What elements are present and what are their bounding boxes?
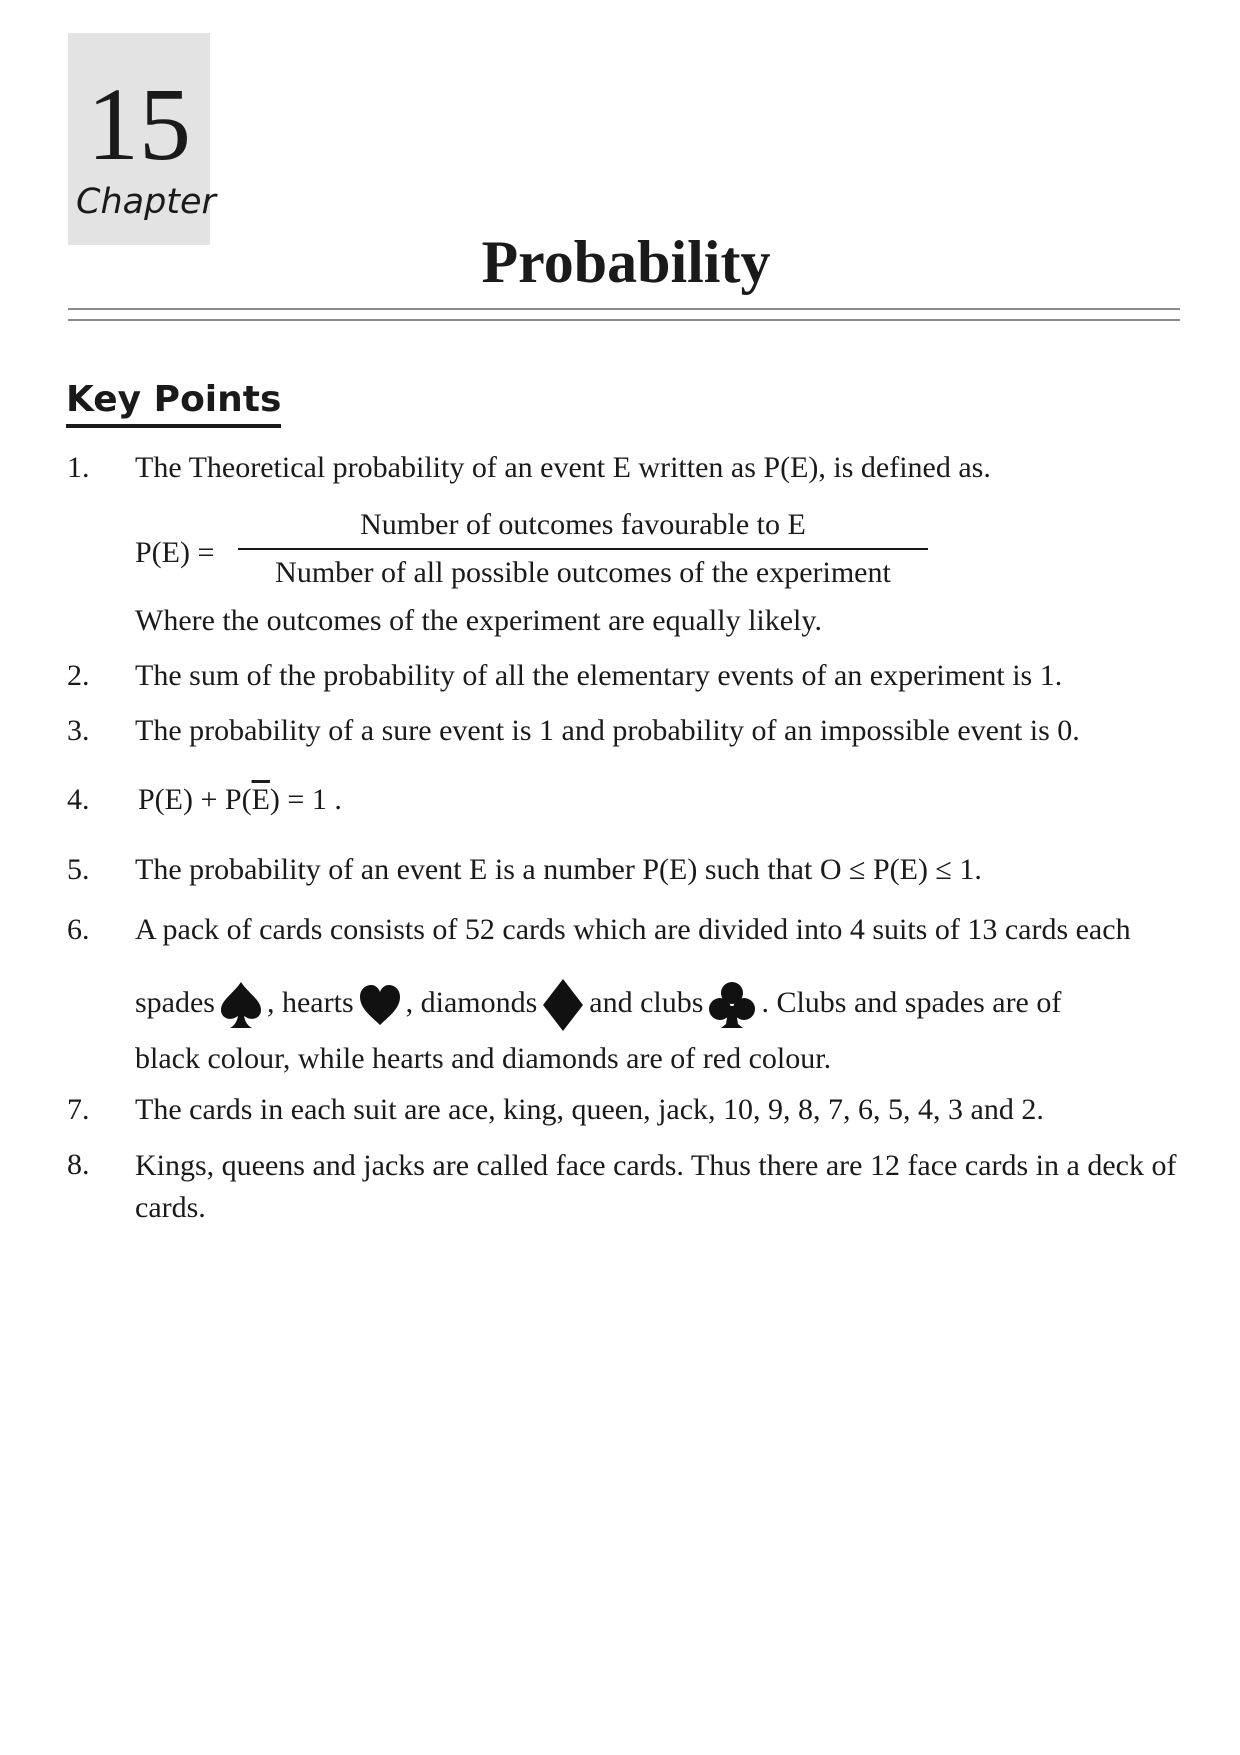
chapter-box (68, 33, 216, 245)
item-number: 6. (67, 913, 90, 946)
clubs-label: and clubs (589, 985, 704, 1019)
clubs-note: . Clubs and spades are of (761, 985, 1062, 1019)
item-text: The probability of an event E is a number P(E) such that O ≤ P(E) ≤ 1. (135, 853, 982, 886)
item-text: The probability of a sure event is 1 and probability of an impossible event is 0. (135, 714, 1080, 747)
title-rule-top (68, 308, 1180, 310)
item-note: Where the outcomes of the experiment are equally likely. (135, 604, 822, 637)
formula-fraction (238, 505, 928, 593)
formula-lhs: P(E) = (135, 536, 215, 569)
equation-part-1: P(E) + P( (138, 783, 252, 816)
item-number: 5. (67, 853, 90, 886)
item-equation (138, 780, 1178, 820)
title-rule-bottom (68, 319, 1180, 321)
chapter-label: Chapter (76, 182, 216, 222)
chapter-number: 15 (87, 67, 191, 182)
diamonds-label: , diamonds (405, 985, 538, 1019)
item-number: 4. (67, 783, 90, 816)
item-number: 3. (67, 714, 90, 747)
formula-numerator: Number of outcomes favourable to E (360, 508, 806, 541)
item-text: The cards in each suit are ace, king, queen, jack, 10, 9, 8, 7, 6, 5, 4, 3 and 2. (135, 1093, 1044, 1126)
item-text: The sum of the probability of all the elementary events of an experiment is 1. (135, 659, 1063, 692)
spades-label: spades (135, 985, 215, 1019)
complement-e: $\overline{E}$ (251, 783, 270, 816)
equation-part-2: ) = 1 . (269, 783, 342, 816)
suits-line (135, 977, 1178, 1033)
item-number: 2. (67, 659, 90, 692)
item-text: Kings, queens and jacks are called face cards. Thus there are 12 face cards in a deck of cards. (135, 1149, 1177, 1224)
fraction-line (238, 548, 928, 550)
formula-denominator: Number of all possible outcomes of the experiment (275, 556, 891, 589)
item-number: 1. (67, 451, 90, 484)
page-title: Probability (481, 229, 771, 295)
spade-icon (219, 980, 263, 1030)
item-text: black colour, while hearts and diamonds are of red colour. (135, 1042, 832, 1075)
item-number: 8. (67, 1148, 90, 1181)
club-icon (707, 980, 757, 1030)
section-heading: Key Points (66, 380, 281, 428)
hearts-label: , hearts (266, 985, 354, 1019)
item-number: 7. (67, 1093, 90, 1126)
heart-icon (358, 983, 402, 1027)
diamond-icon (541, 977, 585, 1033)
item-text: A pack of cards consists of 52 cards which are divided into 4 suits of 13 cards each (135, 913, 1131, 946)
probability-formula (135, 505, 935, 595)
item-text: The Theoretical probability of an event E written as P(E), is defined as. (135, 451, 991, 484)
